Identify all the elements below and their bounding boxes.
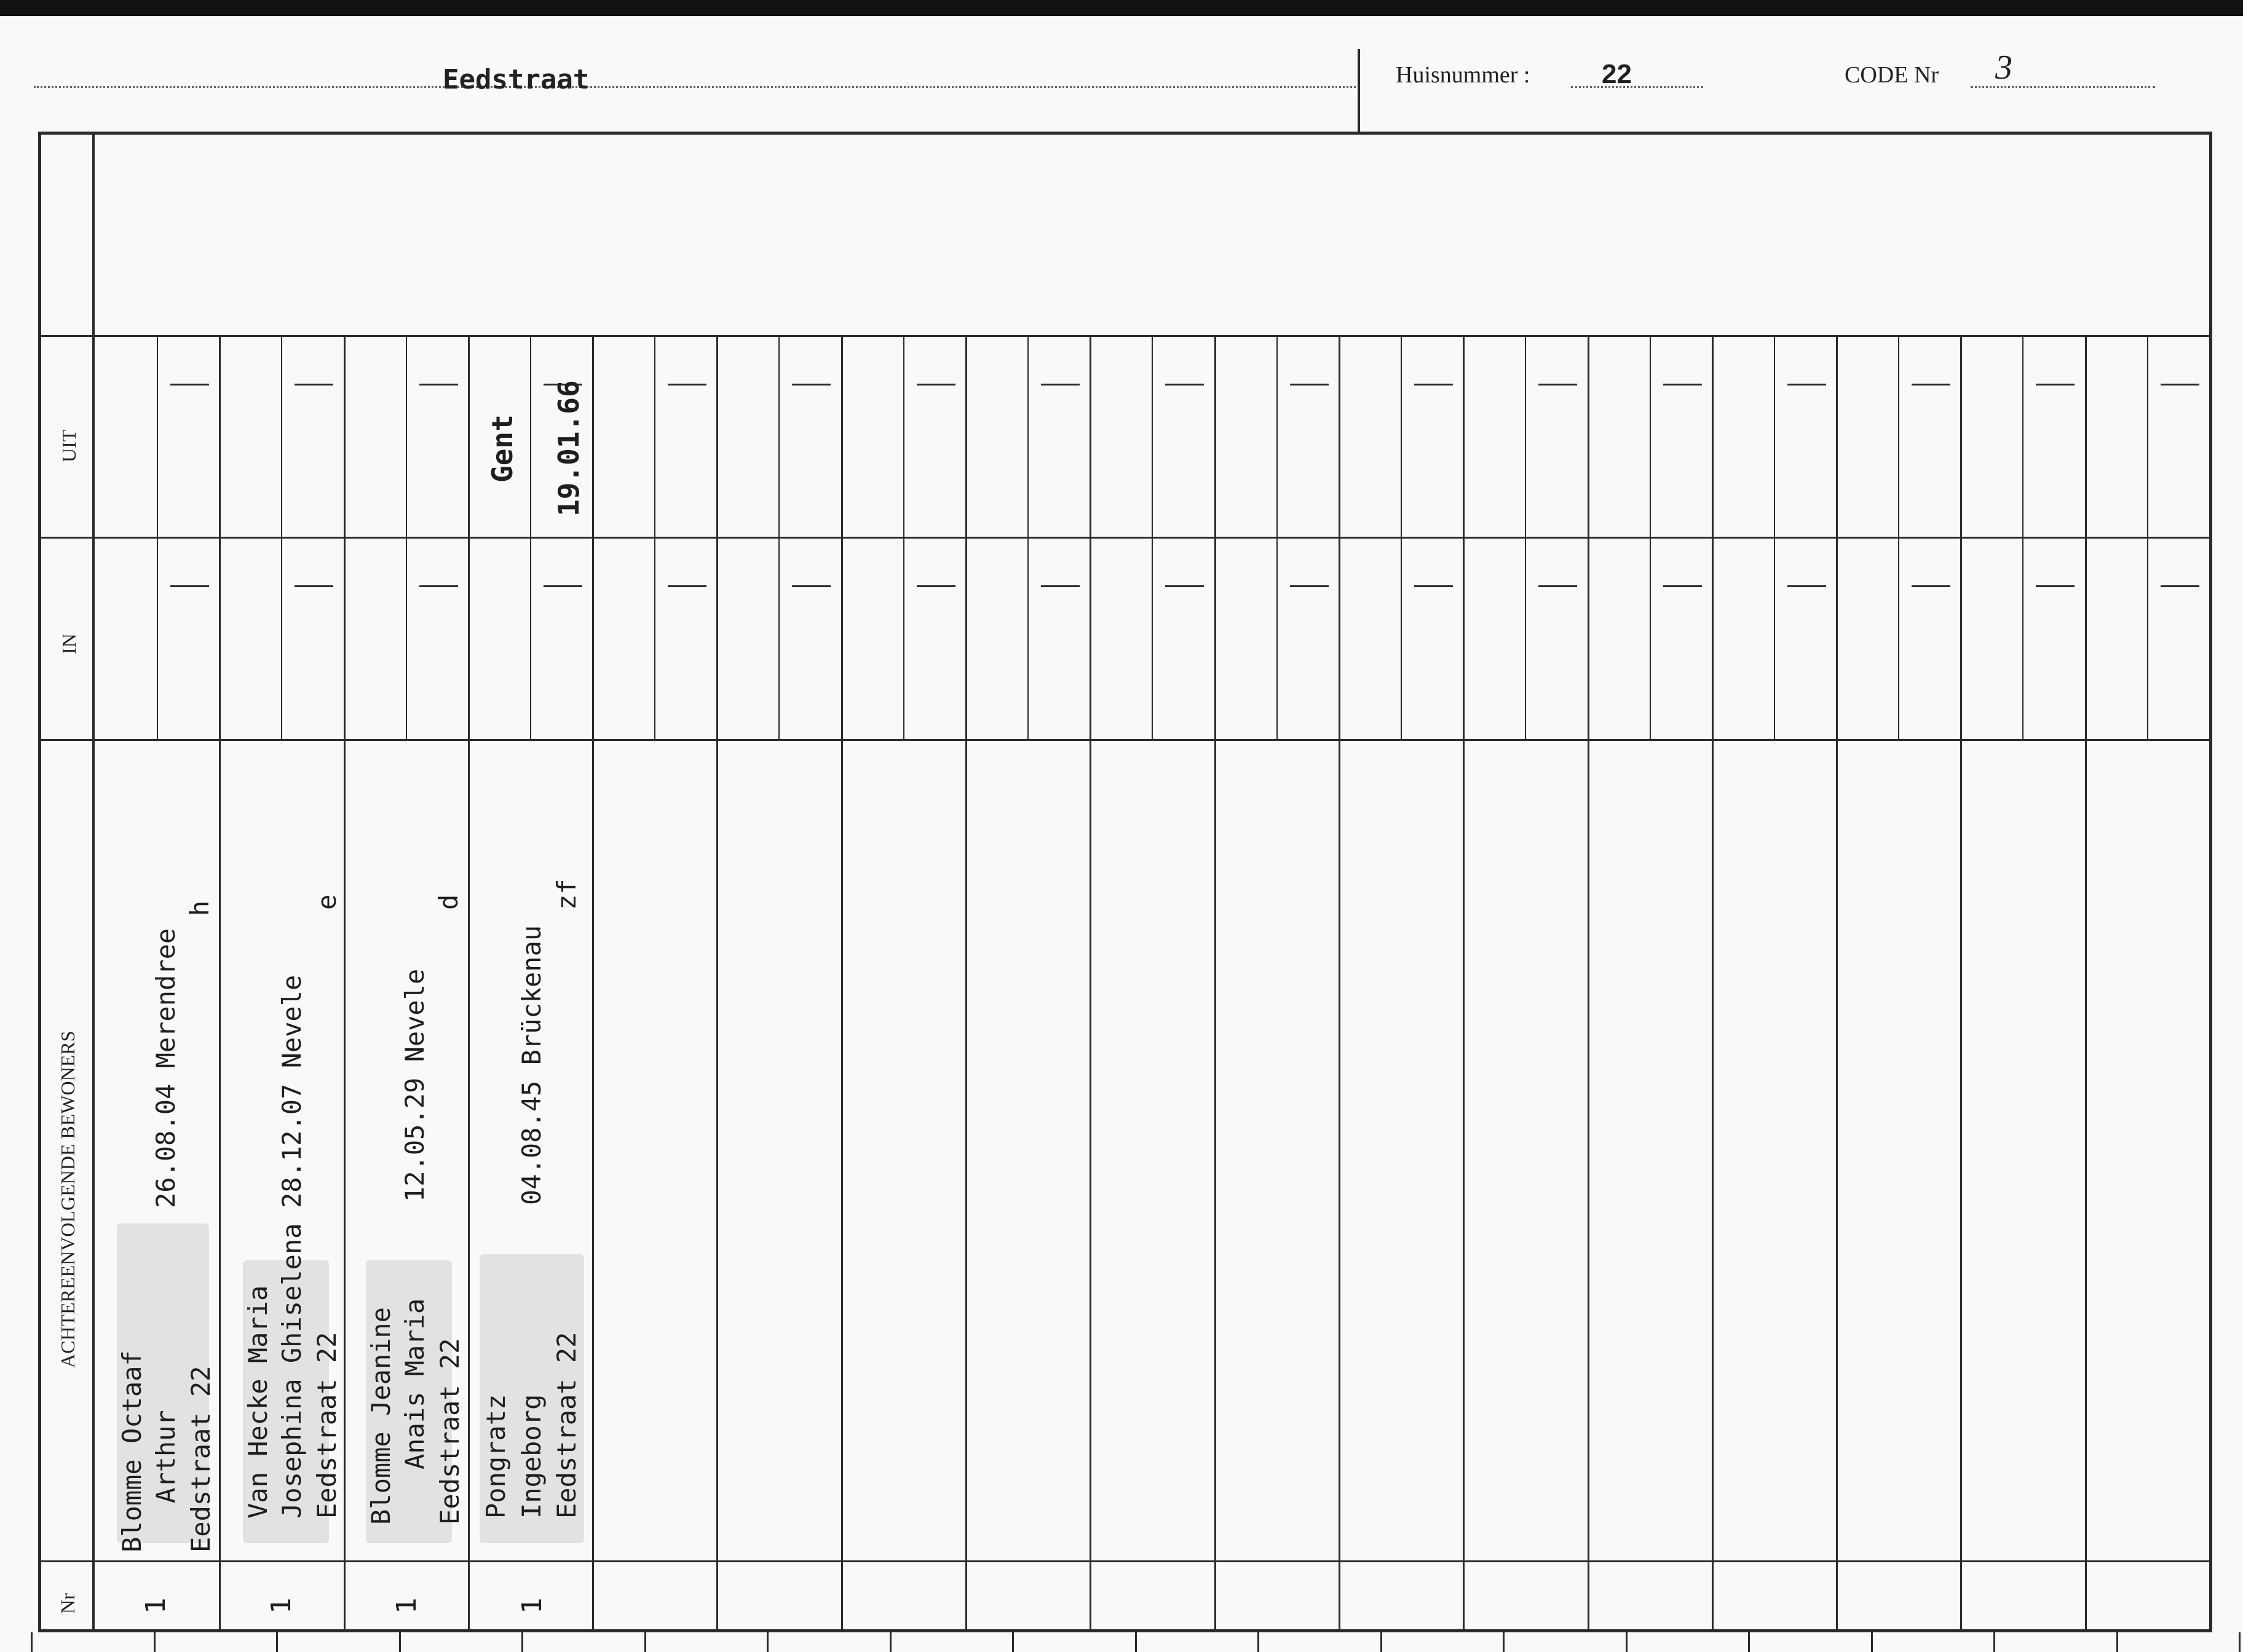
bottom-edge-tick [154,1632,156,1652]
in-dash [1787,585,1826,587]
column-subdivider [1401,337,1402,739]
label-column-border [92,132,95,1632]
bottom-edge-tick [31,1632,33,1652]
resident-address: Eedstraat 22 [552,1332,582,1519]
nr-value: 1 [140,1597,172,1614]
column-subdivider [1152,337,1153,739]
uit-place: Gent [486,414,519,483]
resident-name-line: Blomme Jeanine [366,1306,396,1525]
in-dash [1414,585,1453,587]
in-dash [544,585,582,587]
bottom-edge-tick [276,1632,278,1652]
bottom-edge-tick [1871,1632,1873,1652]
column-divider [344,337,346,1629]
column-divider [1214,337,1216,1629]
uit-dash [1663,384,1702,385]
bottom-edge-tick [1503,1632,1505,1652]
bottom-edge-tick [767,1632,769,1652]
column-subdivider [778,337,780,739]
column-divider [1588,337,1589,1629]
uit-dash [1290,384,1329,385]
resident-name-line: Pongratz [481,1394,511,1519]
in-dash [917,585,955,587]
uit-dash [1041,384,1080,385]
uit-dash [170,384,209,385]
bottom-edge-tick [399,1632,401,1652]
nr-value: 1 [516,1597,548,1614]
column-subdivider [1650,337,1651,739]
residents-row-bottom [38,1560,2212,1562]
column-divider [1463,337,1465,1629]
column-subdivider [1898,337,1899,739]
uit-dash [1787,384,1826,385]
uit-dash [792,384,831,385]
house-number-label: Huisnummer : [1396,62,1530,88]
bottom-edge-tick [1380,1632,1382,1652]
bottom-edge-tick [644,1632,646,1652]
bottom-edge-tick [1257,1632,1259,1652]
resident-code: h [184,900,215,916]
column-divider [965,337,967,1629]
column-subdivider [2147,337,2148,739]
in-dash [1290,585,1329,587]
table-left-border [38,132,41,1632]
column-divider [1960,337,1962,1629]
header-divider [1358,49,1360,132]
in-dash [1041,585,1080,587]
bottom-edge-tick [890,1632,892,1652]
column-subdivider [1525,337,1526,739]
column-subdivider [530,337,531,739]
in-dash [419,585,458,587]
uit-dash [295,384,333,385]
column-divider [219,337,221,1629]
uit-dash [668,384,706,385]
column-divider [468,337,470,1629]
uit-date: 19.01.66 [552,380,585,516]
street-dotted-line [34,86,1356,88]
street-name: Eedstraat [443,64,590,95]
in-dash [1165,585,1204,587]
resident-address: Eedstraat 22 [186,1365,216,1552]
in-dash [792,585,831,587]
resident-birth: 28.12.07 Nevele [277,974,307,1208]
resident-address: Eedstraat 22 [435,1338,465,1525]
column-subdivider [1027,337,1029,739]
residents-row-label: ACHTEREENVOLGENDE BEWONERS [57,1030,79,1368]
column-subdivider [2022,337,2023,739]
column-subdivider [1774,337,1775,739]
bottom-edge-tick [521,1632,523,1652]
bottom-edge-tick [1012,1632,1014,1652]
code-label: CODE Nr [1845,62,1939,88]
column-divider [716,337,718,1629]
resident-name-line: Blomme Octaaf [117,1350,147,1552]
bottom-edge-tick [1748,1632,1750,1652]
in-row-label: IN [58,633,80,654]
house-number-dotted-line [1571,86,1703,88]
nr-value: 1 [391,1597,422,1614]
resident-code: e [312,894,342,910]
table-right-border [2209,132,2212,1632]
column-divider [1836,337,1838,1629]
column-subdivider [903,337,904,739]
in-dash [295,585,333,587]
uit-dash [1414,384,1453,385]
table-bottom-border [38,1629,2212,1632]
resident-code: d [433,894,464,910]
resident-birth: 12.05.29 Nevele [400,968,430,1202]
in-dash [2036,585,2075,587]
column-divider [841,337,843,1629]
resident-birth: 26.08.04 Merendree [151,928,181,1208]
house-number-value: 22 [1602,59,1632,89]
in-dash [1538,585,1577,587]
in-dash [1912,585,1950,587]
bottom-edge-tick [1993,1632,1995,1652]
resident-given-names: Anais Maria [400,1298,430,1469]
bottom-edge-tick [2116,1632,2118,1652]
in-dash [668,585,706,587]
column-divider [1339,337,1340,1629]
bottom-edge-tick [2239,1632,2241,1652]
column-divider [592,337,594,1629]
column-subdivider [406,337,407,739]
column-divider [2085,337,2087,1629]
uit-row-bottom [38,537,2212,539]
resident-given-names: Arthur [151,1410,181,1503]
table-top-border [38,132,2212,135]
nr-row-label: Nr [57,1593,79,1614]
resident-code: zf [552,879,582,910]
column-subdivider [1276,337,1278,739]
uit-dash [419,384,458,385]
column-divider [1712,337,1714,1629]
uit-dash [917,384,955,385]
in-row-bottom [38,739,2212,741]
scan-top-edge [0,0,2243,16]
resident-birth: 04.08.45 Brückenau [516,925,547,1205]
uit-dash [2036,384,2075,385]
uit-dash [1538,384,1577,385]
uit-dash [1912,384,1950,385]
in-dash [2161,585,2199,587]
in-dash [1663,585,1702,587]
bottom-edge-tick [1626,1632,1628,1652]
in-dash [170,585,209,587]
blank-band-bottom [38,335,2212,337]
uit-row-label: UIT [58,429,80,462]
column-subdivider [654,337,655,739]
bottom-edge-tick [1135,1632,1137,1652]
resident-given-names: Josephina Ghiselena [277,1223,307,1519]
uit-dash [1165,384,1204,385]
resident-address: Eedstraat 22 [312,1332,342,1519]
column-subdivider [157,337,158,739]
nr-value: 1 [266,1597,297,1614]
resident-name-line: Van Hecke Maria [243,1285,273,1519]
resident-given-names: Ingeborg [516,1394,547,1519]
uit-dash [2161,384,2199,385]
column-subdivider [281,337,282,739]
code-value: 3 [1995,49,2012,87]
column-divider [1090,337,1091,1629]
